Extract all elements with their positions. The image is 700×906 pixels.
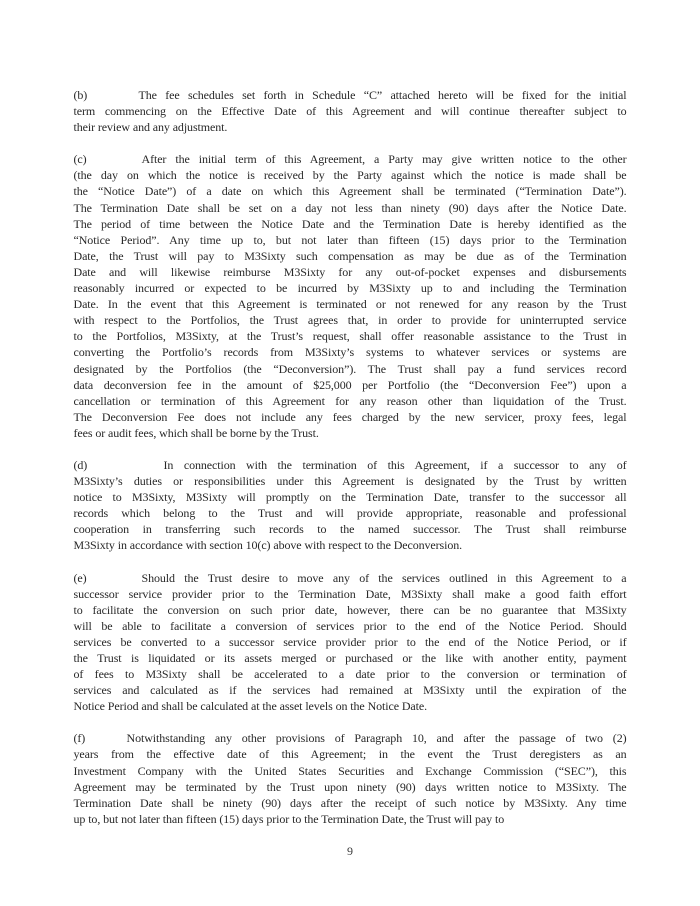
text-line: reasonably incurred or expected to be incurred by M3Sixty up to and including the Termination (73, 281, 627, 296)
text-line: data deconversion fee in the amount of $25,000 per Portfolio (the “Deconversion Fee”) upon a (73, 377, 627, 392)
text-line: (the day on which the notice is received by the Party against which the notice is made shall be (73, 168, 627, 183)
paragraph-first-line-text: After the initial term of this Agreement, a Party may give written notice to the other (141, 152, 627, 167)
text-line: Termination Date shall be ninety (90) days after the receipt of such notice by M3Sixty. Any time (73, 795, 627, 810)
text-line: The Termination Date shall be set on a day not less than ninety (90) days after the Notice Date. (73, 200, 627, 215)
paragraph-b (74, 87, 627, 135)
text-line: cancellation or termination of this Agreement for any reason other than liquidation of the Trust. (73, 393, 627, 408)
text-line: M3Sixty’s duties or responsibilities under this Agreement is designated by the Trust by written (73, 474, 627, 489)
text-line: notice to M3Sixty, M3Sixty will promptly on the Termination Date, transfer to the successor all (73, 490, 627, 505)
text-line: successor service provider prior to the Termination Date, M3Sixty shall make a good faith effort (73, 586, 627, 601)
text-line: up to, but not later than fifteen (15) days prior to the Termination Date, the Trust will pay to (73, 811, 505, 826)
text-line: of fees to M3Sixty shall be accelerated to a date prior to the conversion or termination of (73, 667, 627, 682)
document-body (74, 87, 627, 827)
text-line: to the Portfolios, M3Sixty, at the Trust’s request, shall offer reasonable assistance to the Trust in (73, 329, 627, 344)
text-line: The period of time between the Notice Date and the Termination Date is hereby identified as the (73, 216, 627, 231)
text-line (74, 151, 627, 167)
text-line (74, 457, 627, 473)
text-line (74, 87, 627, 103)
text-line: will be able to facilitate a conversion of services prior to the end of the Notice Period. Should (73, 618, 627, 633)
text-line (74, 730, 627, 746)
paragraph-label: (f) (73, 731, 86, 746)
text-line: cooperation in transferring such records to the named successor. The Trust shall reimburse (73, 522, 627, 537)
paragraph-label: (e) (73, 570, 87, 585)
paragraph-e (74, 570, 627, 715)
text-line: Notice Period and shall be calculated at the asset levels on the Notice Date. (73, 699, 428, 714)
text-line: Agreement may be terminated by the Trust upon ninety (90) days written notice to M3Sixty. The (73, 779, 627, 794)
paragraph-first-line-text: In connection with the termination of this Agreement, if a successor to any of (163, 457, 627, 472)
text-line: Date and will likewise reimburse M3Sixty for any out-of-pocket expenses and disbursements (73, 264, 627, 279)
text-line: the Trust is liquidated or its assets merged or purchased or the like with another entity, payment (73, 651, 627, 665)
text-line: years from the effective date of this Agreement; in the event the Trust deregisters as an (73, 747, 627, 762)
text-line: term commencing on the Effective Date of this Agreement and will continue thereafter subject to (73, 104, 627, 119)
paragraph-f (74, 730, 627, 827)
paragraph-first-line-text: The fee schedules set forth in Schedule “C” attached hereto will be fixed for the initial (138, 88, 627, 102)
paragraph-c (74, 151, 627, 441)
page-number: 9 (347, 843, 353, 858)
paragraph-first-line-text: Should the Trust desire to move any of the services outlined in this Agreement to a (141, 570, 627, 585)
text-line: their review and any adjustment. (73, 120, 228, 135)
text-line: services be converted to a successor service provider prior to the end of the Notice Period, or if (73, 634, 627, 649)
text-line: Investment Company with the United States Securities and Exchange Commission (“SEC”), this (73, 763, 627, 778)
paragraph-label: (d) (73, 457, 88, 472)
paragraph-first-line-text: Notwithstanding any other provisions of Paragraph 10, and after the passage of two (2) (126, 731, 627, 746)
text-line: Date. In the event that this Agreement is terminated or not renewed for any reason by the Trust (73, 297, 627, 312)
text-line: to facilitate the conversion on such prior date, however, there can be no guarantee that M3Sixty (73, 602, 627, 617)
text-line: Date, the Trust will pay to M3Sixty such compensation as may be due as of the Termination (73, 248, 627, 263)
text-line: converting the Portfolio’s records from M3Sixty’s systems to whatever services or systems are (73, 345, 627, 360)
paragraph-label: (b) (73, 88, 88, 102)
text-line: The Deconversion Fee does not include any fees charged by the new servicer, proxy fees, legal (73, 409, 627, 424)
text-line: the “Notice Date”) of a date on which this Agreement shall be terminated (“Termination Date”). (73, 184, 627, 199)
text-line: services and calculated as if the services had remained at M3Sixty until the expiration of the (73, 683, 627, 698)
text-line (74, 570, 627, 586)
paragraph-d (74, 457, 627, 554)
text-line: “Notice Period”. Any time up to, but not later than fifteen (15) days prior to the Termination (73, 232, 627, 247)
paragraph-label: (c) (73, 152, 87, 167)
document-page (74, 0, 627, 859)
text-line: fees or audit fees, which shall be borne by the Trust. (73, 425, 319, 440)
text-line: designated by the Portfolios (the “Deconversion”). The Trust shall pay a fund services record (73, 361, 627, 376)
text-line: M3Sixty in accordance with section 10(c) above with respect to the Deconversion. (73, 538, 463, 553)
text-line: records which belong to the Trust and will provide appropriate, reasonable and professional (73, 506, 627, 521)
text-line: with respect to the Portfolios, the Trust agrees that, in order to provide for uninterrupted service (73, 313, 627, 328)
